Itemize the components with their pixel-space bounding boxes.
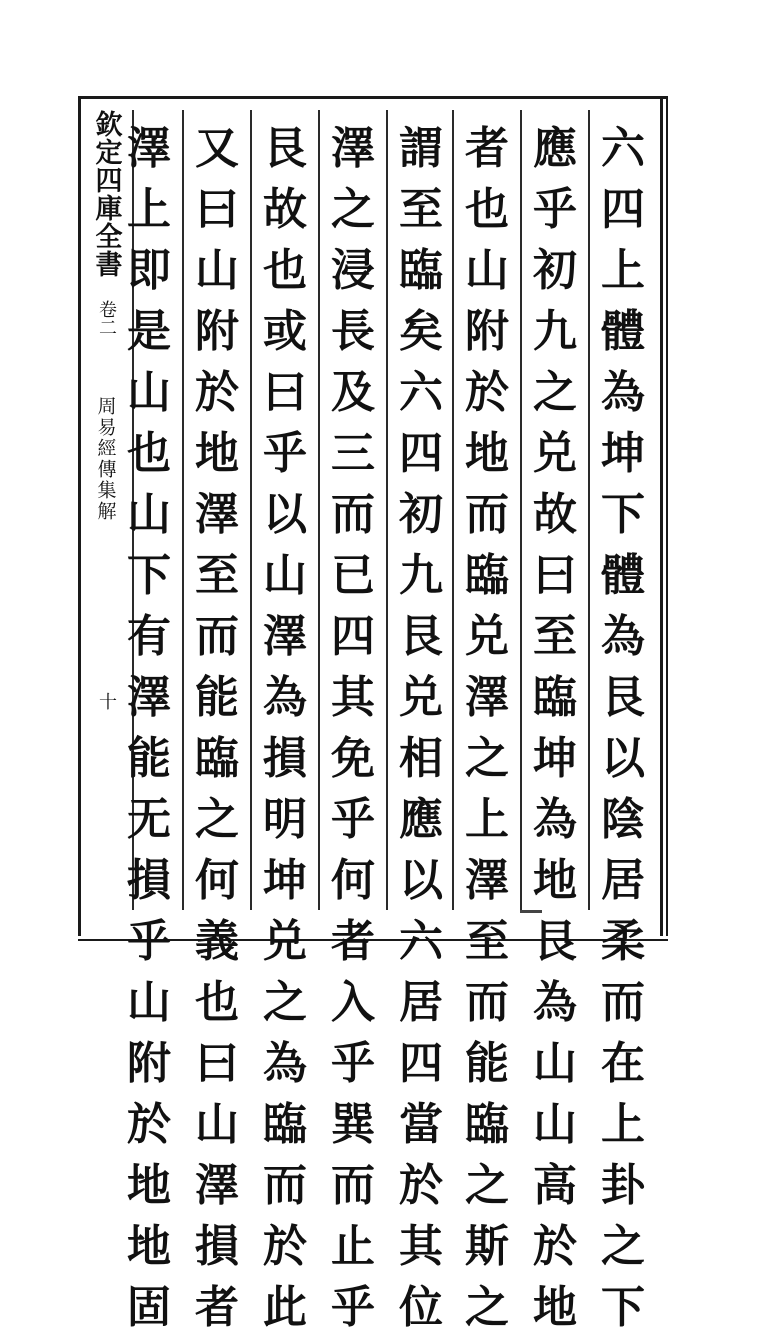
- text-character: 之: [465, 1160, 509, 1211]
- text-character: 四: [399, 1038, 443, 1089]
- text-character: 澤: [195, 1160, 239, 1211]
- text-character: 艮: [601, 672, 645, 723]
- text-character: 矣: [399, 306, 443, 357]
- text-character: 相: [399, 733, 443, 784]
- text-character: 當: [399, 1099, 443, 1150]
- text-character: 九: [533, 306, 577, 357]
- text-character: 山: [533, 1038, 577, 1089]
- column-rule: [182, 110, 184, 910]
- text-character: 附: [195, 306, 239, 357]
- text-column-2: [524, 118, 586, 1333]
- text-character: 臨: [263, 1099, 307, 1150]
- text-character: 卦: [601, 1160, 645, 1211]
- text-character: 位: [399, 1282, 443, 1333]
- text-character: 巽: [331, 1099, 375, 1150]
- text-character: 六: [399, 367, 443, 418]
- text-character: 下: [601, 489, 645, 540]
- text-character: 山: [127, 977, 171, 1028]
- text-character: 何: [331, 855, 375, 906]
- text-character: 應: [533, 123, 577, 174]
- text-character: 於: [195, 367, 239, 418]
- text-character: 而: [263, 1160, 307, 1211]
- text-character: 六: [601, 123, 645, 174]
- text-character: 體: [601, 550, 645, 601]
- frame-left-border: [78, 96, 81, 936]
- text-character: 初: [533, 245, 577, 296]
- text-character: 也: [465, 184, 509, 235]
- text-character: 明: [263, 794, 307, 845]
- text-column-6: [254, 118, 316, 1333]
- text-character: 損: [195, 1221, 239, 1272]
- text-character: 无: [127, 794, 171, 845]
- text-character: 山: [127, 367, 171, 418]
- text-character: 為: [601, 611, 645, 662]
- text-character: 下: [601, 1282, 645, 1333]
- text-character: 於: [127, 1099, 171, 1150]
- text-character: 以: [399, 855, 443, 906]
- text-character: 地: [533, 1282, 577, 1333]
- text-column-7: [186, 118, 248, 1333]
- text-character: 乎: [127, 916, 171, 967]
- text-character: 四: [601, 184, 645, 235]
- text-character: 山: [127, 489, 171, 540]
- column-rule: [386, 110, 388, 910]
- text-character: 體: [601, 306, 645, 357]
- text-character: 上: [601, 245, 645, 296]
- text-character: 而: [195, 611, 239, 662]
- text-character: 長: [331, 306, 375, 357]
- frame-right-border: [660, 96, 668, 936]
- text-character: 乎: [533, 184, 577, 235]
- text-character: 山: [195, 245, 239, 296]
- text-character: 兑: [465, 611, 509, 662]
- text-character: 坤: [601, 428, 645, 479]
- text-character: 乎: [263, 428, 307, 479]
- text-character: 而: [331, 489, 375, 540]
- text-character: 艮: [263, 123, 307, 174]
- text-character: 者: [195, 1282, 239, 1333]
- text-character: 為: [533, 794, 577, 845]
- text-character: 是: [127, 306, 171, 357]
- text-character: 高: [533, 1160, 577, 1211]
- text-character: 臨: [533, 672, 577, 723]
- text-character: 於: [399, 1160, 443, 1211]
- text-character: 以: [601, 733, 645, 784]
- text-character: 此: [263, 1282, 307, 1333]
- text-character: 臨: [465, 550, 509, 601]
- text-column-3: [456, 118, 518, 1333]
- column-rule: [250, 110, 252, 910]
- text-character: 上: [465, 794, 509, 845]
- text-character: 為: [533, 977, 577, 1028]
- volume-label: 卷二: [96, 300, 117, 336]
- text-character: 乎: [331, 794, 375, 845]
- text-character: 艮: [533, 916, 577, 967]
- text-character: 坤: [533, 733, 577, 784]
- text-character: 能: [127, 733, 171, 784]
- text-character: 澤: [127, 672, 171, 723]
- text-character: 為: [263, 672, 307, 723]
- text-character: 臨: [465, 1099, 509, 1150]
- text-column-5: [322, 118, 384, 1333]
- text-character: 附: [465, 306, 509, 357]
- text-character: 澤: [465, 855, 509, 906]
- text-character: 又: [195, 123, 239, 174]
- text-character: 地: [195, 428, 239, 479]
- text-character: 於: [465, 367, 509, 418]
- text-character: 居: [601, 855, 645, 906]
- text-character: 之: [195, 794, 239, 845]
- text-character: 能: [465, 1038, 509, 1089]
- text-character: 損: [263, 733, 307, 784]
- collection-title: 欽定四庫全書: [90, 110, 122, 278]
- text-character: 陰: [601, 794, 645, 845]
- text-character: 四: [331, 611, 375, 662]
- text-character: 六: [399, 916, 443, 967]
- text-character: 至: [399, 184, 443, 235]
- text-character: 地: [465, 428, 509, 479]
- text-character: 已: [331, 550, 375, 601]
- text-column-8: [118, 118, 180, 1333]
- text-character: 以: [263, 489, 307, 540]
- text-character: 而: [465, 977, 509, 1028]
- text-character: 澤: [263, 611, 307, 662]
- text-character: 之: [331, 184, 375, 235]
- text-character: 曰: [263, 367, 307, 418]
- text-character: 附: [127, 1038, 171, 1089]
- text-character: 曰: [195, 184, 239, 235]
- page-number: 十: [96, 692, 117, 710]
- text-character: 及: [331, 367, 375, 418]
- text-character: 上: [127, 184, 171, 235]
- text-character: 乎: [331, 1038, 375, 1089]
- text-character: 坤: [263, 855, 307, 906]
- text-character: 地: [533, 855, 577, 906]
- text-character: 居: [399, 977, 443, 1028]
- text-character: 故: [533, 489, 577, 540]
- text-character: 地: [127, 1160, 171, 1211]
- text-character: 之: [533, 367, 577, 418]
- text-character: 即: [127, 245, 171, 296]
- text-character: 有: [127, 611, 171, 662]
- text-character: 於: [533, 1221, 577, 1272]
- text-character: 柔: [601, 916, 645, 967]
- text-character: 上: [601, 1099, 645, 1150]
- book-title: 周易經傳集解: [94, 396, 117, 522]
- text-character: 至: [533, 611, 577, 662]
- text-character: 免: [331, 733, 375, 784]
- text-character: 損: [127, 855, 171, 906]
- text-character: 澤: [331, 123, 375, 174]
- text-character: 九: [399, 550, 443, 601]
- text-character: 艮: [399, 611, 443, 662]
- text-character: 臨: [195, 733, 239, 784]
- text-character: 山: [533, 1099, 577, 1150]
- text-character: 其: [331, 672, 375, 723]
- corner-mark: [520, 910, 542, 913]
- text-character: 山: [263, 550, 307, 601]
- text-character: 之: [263, 977, 307, 1028]
- text-character: 至: [195, 550, 239, 601]
- text-character: 四: [399, 428, 443, 479]
- text-character: 初: [399, 489, 443, 540]
- text-character: 而: [331, 1160, 375, 1211]
- text-character: 義: [195, 916, 239, 967]
- text-character: 兑: [263, 916, 307, 967]
- text-character: 曰: [533, 550, 577, 601]
- text-character: 之: [465, 733, 509, 784]
- text-character: 曰: [195, 1038, 239, 1089]
- text-character: 入: [331, 977, 375, 1028]
- column-rule: [452, 110, 454, 910]
- text-character: 在: [601, 1038, 645, 1089]
- text-character: 兑: [533, 428, 577, 479]
- column-rule: [520, 110, 522, 910]
- text-character: 者: [331, 916, 375, 967]
- text-character: 浸: [331, 245, 375, 296]
- text-character: 下: [127, 550, 171, 601]
- text-character: 能: [195, 672, 239, 723]
- text-character: 地: [127, 1221, 171, 1272]
- text-character: 者: [465, 123, 509, 174]
- text-character: 而: [601, 977, 645, 1028]
- text-character: 臨: [399, 245, 443, 296]
- text-character: 故: [263, 184, 307, 235]
- text-character: 固: [127, 1282, 171, 1333]
- text-character: 其: [399, 1221, 443, 1272]
- text-character: 之: [465, 1282, 509, 1333]
- text-character: 應: [399, 794, 443, 845]
- text-character: 山: [195, 1099, 239, 1150]
- text-column-4: [390, 118, 452, 1333]
- text-character: 三: [331, 428, 375, 479]
- text-character: 至: [465, 916, 509, 967]
- column-rule: [318, 110, 320, 910]
- text-character: 乎: [331, 1282, 375, 1333]
- column-rule: [588, 110, 590, 910]
- text-character: 為: [601, 367, 645, 418]
- text-character: 而: [465, 489, 509, 540]
- text-character: 也: [127, 428, 171, 479]
- text-character: 澤: [465, 672, 509, 723]
- text-character: 或: [263, 306, 307, 357]
- text-column-1: [592, 118, 654, 1333]
- text-character: 也: [195, 977, 239, 1028]
- text-character: 也: [263, 245, 307, 296]
- text-character: 澤: [195, 489, 239, 540]
- text-character: 之: [601, 1221, 645, 1272]
- text-character: 止: [331, 1221, 375, 1272]
- text-character: 澤: [127, 123, 171, 174]
- text-character: 於: [263, 1221, 307, 1272]
- text-character: 謂: [399, 123, 443, 174]
- text-character: 兑: [399, 672, 443, 723]
- text-character: 為: [263, 1038, 307, 1089]
- text-character: 斯: [465, 1221, 509, 1272]
- text-character: 何: [195, 855, 239, 906]
- text-character: 山: [465, 245, 509, 296]
